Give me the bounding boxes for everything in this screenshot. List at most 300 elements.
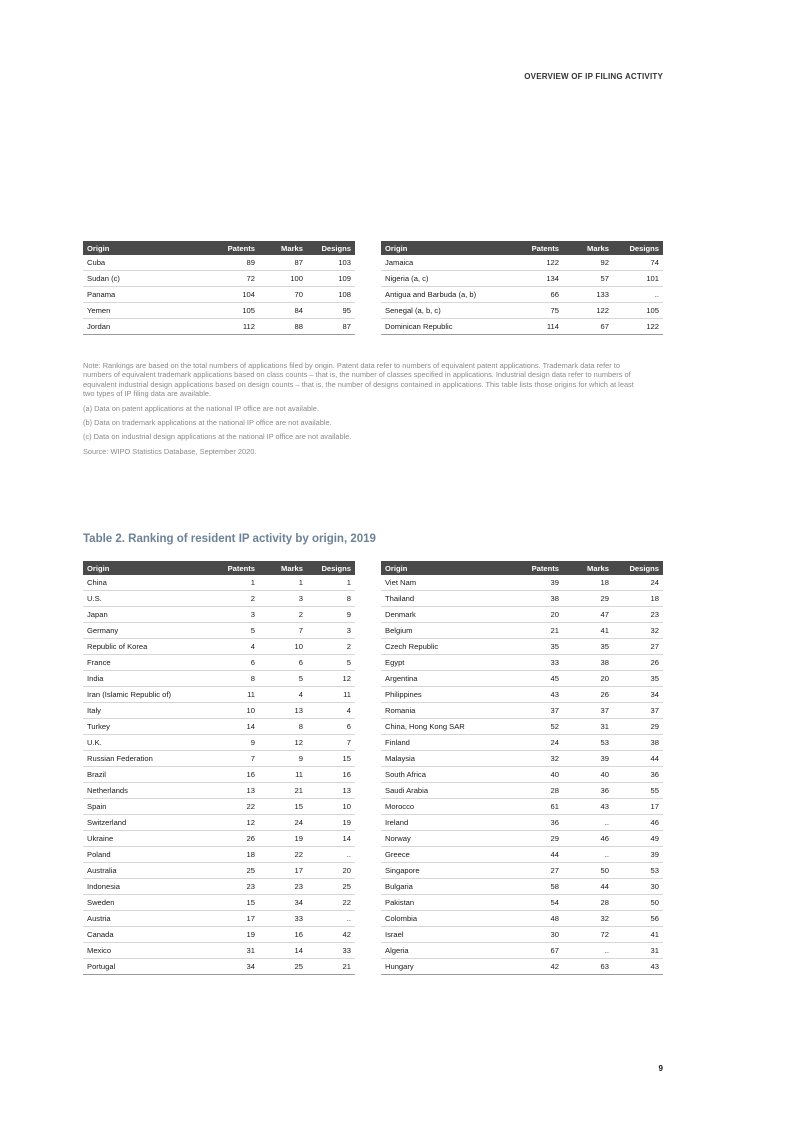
rank-cell: 27 (513, 863, 563, 879)
rank-cell: 56 (613, 911, 663, 927)
rank-cell: 133 (563, 287, 613, 303)
rank-cell: 8 (307, 591, 355, 607)
table-row (83, 735, 355, 751)
rank-cell: 43 (513, 687, 563, 703)
table-row (83, 879, 355, 895)
rank-cell: 39 (613, 847, 663, 863)
origin-cell: China (83, 575, 211, 591)
origin-cell: Jordan (83, 319, 211, 335)
rank-cell: 1 (307, 575, 355, 591)
column-header: Designs (307, 561, 355, 575)
rank-cell: 104 (211, 287, 259, 303)
rank-cell: 20 (563, 671, 613, 687)
rank-cell: 26 (563, 687, 613, 703)
rank-cell: 17 (613, 799, 663, 815)
running-header: OVERVIEW OF IP FILING ACTIVITY (524, 72, 663, 81)
table-row (381, 591, 663, 607)
rank-cell: 114 (513, 319, 563, 335)
origin-cell: Belgium (381, 623, 513, 639)
rank-cell: 28 (513, 783, 563, 799)
column-header: Origin (83, 561, 211, 575)
rank-cell: 13 (211, 783, 259, 799)
table-row (83, 303, 355, 319)
rank-cell: 41 (613, 927, 663, 943)
rank-cell: 25 (211, 863, 259, 879)
table-row (83, 319, 355, 335)
origin-cell: Pakistan (381, 895, 513, 911)
column-header: Patents (211, 241, 259, 255)
table-row (381, 287, 663, 303)
table-row (381, 671, 663, 687)
table-row (381, 271, 663, 287)
rank-cell: 61 (513, 799, 563, 815)
origin-cell: Argentina (381, 671, 513, 687)
origin-cell: Saudi Arabia (381, 783, 513, 799)
rank-cell: 23 (259, 879, 307, 895)
rank-cell: 1 (211, 575, 259, 591)
table-row (381, 623, 663, 639)
rank-cell: 44 (563, 879, 613, 895)
table2-title: Table 2. Ranking of resident IP activity by origin, 2019 (83, 533, 376, 545)
origin-cell: Malaysia (381, 751, 513, 767)
table-row (83, 591, 355, 607)
origin-cell: Austria (83, 911, 211, 927)
rank-cell: 92 (563, 255, 613, 271)
rank-cell: 2 (211, 591, 259, 607)
rank-cell: 7 (307, 735, 355, 751)
rank-cell: 23 (211, 879, 259, 895)
rank-cell: 21 (307, 959, 355, 975)
rank-cell: 2 (307, 639, 355, 655)
rank-cell: 48 (513, 911, 563, 927)
rank-cell: 26 (613, 655, 663, 671)
table-header-row (381, 241, 663, 255)
table-row (381, 815, 663, 831)
origin-cell: Netherlands (83, 783, 211, 799)
rank-cell: 74 (613, 255, 663, 271)
rank-cell: 22 (211, 799, 259, 815)
rank-cell: 10 (211, 703, 259, 719)
table-row (381, 863, 663, 879)
column-header: Origin (381, 561, 513, 575)
rank-cell: 112 (211, 319, 259, 335)
column-header: Origin (381, 241, 513, 255)
rank-cell: 19 (307, 815, 355, 831)
rank-cell: 46 (563, 831, 613, 847)
rank-cell: 24 (259, 815, 307, 831)
table-row (83, 911, 355, 927)
origin-cell: Switzerland (83, 815, 211, 831)
rank-cell: 5 (307, 655, 355, 671)
rank-cell: 14 (307, 831, 355, 847)
table-row (83, 575, 355, 591)
origin-cell: Sudan (c) (83, 271, 211, 287)
rank-cell: 32 (563, 911, 613, 927)
origin-cell: Czech Republic (381, 639, 513, 655)
table-row (83, 639, 355, 655)
rank-cell: 19 (259, 831, 307, 847)
rank-cell: 36 (513, 815, 563, 831)
rank-cell: 34 (259, 895, 307, 911)
rank-cell: 53 (613, 863, 663, 879)
table-row (83, 671, 355, 687)
column-header: Marks (563, 241, 613, 255)
origin-cell: Mexico (83, 943, 211, 959)
note-b: (b) Data on trademark applications at the national IP office are not available. (83, 418, 332, 428)
rank-cell: 37 (613, 703, 663, 719)
table-row (381, 319, 663, 335)
origin-cell: India (83, 671, 211, 687)
table-row (83, 255, 355, 271)
table-row (83, 959, 355, 975)
rank-cell: 8 (259, 719, 307, 735)
origin-cell: Poland (83, 847, 211, 863)
rank-cell: 30 (513, 927, 563, 943)
rank-cell: 16 (211, 767, 259, 783)
rank-cell: 43 (563, 799, 613, 815)
table-row (83, 831, 355, 847)
rank-cell: 58 (513, 879, 563, 895)
rank-cell: 21 (513, 623, 563, 639)
rank-cell: 19 (211, 927, 259, 943)
origin-cell: Algeria (381, 943, 513, 959)
rank-cell: 45 (513, 671, 563, 687)
origin-cell: Finland (381, 735, 513, 751)
rank-cell: 3 (211, 607, 259, 623)
rank-cell: 18 (211, 847, 259, 863)
table-header-row (381, 561, 663, 575)
rank-cell: 88 (259, 319, 307, 335)
table-row (83, 271, 355, 287)
rank-cell: 18 (613, 591, 663, 607)
rank-cell: .. (563, 943, 613, 959)
rank-cell: 122 (563, 303, 613, 319)
rank-cell: .. (563, 847, 613, 863)
column-header: Marks (259, 241, 307, 255)
table-row (381, 303, 663, 319)
rank-cell: 42 (513, 959, 563, 975)
table-row (381, 575, 663, 591)
rank-cell: 11 (259, 767, 307, 783)
column-header: Designs (613, 241, 663, 255)
table-row (381, 927, 663, 943)
origin-cell: Iran (Islamic Republic of) (83, 687, 211, 703)
rank-cell: 10 (307, 799, 355, 815)
rank-cell: 66 (513, 287, 563, 303)
rank-cell: 105 (211, 303, 259, 319)
rank-cell: 100 (259, 271, 307, 287)
origin-cell: Senegal (a, b, c) (381, 303, 513, 319)
rank-cell: 10 (259, 639, 307, 655)
origin-cell: Ukraine (83, 831, 211, 847)
origin-cell: Greece (381, 847, 513, 863)
table-row (381, 655, 663, 671)
table-row (381, 831, 663, 847)
origin-cell: Indonesia (83, 879, 211, 895)
rank-cell: 42 (307, 927, 355, 943)
rank-cell: 108 (307, 287, 355, 303)
rank-cell: 4 (211, 639, 259, 655)
rank-cell: 13 (259, 703, 307, 719)
rank-cell: 3 (259, 591, 307, 607)
table-row (83, 751, 355, 767)
table-row (83, 287, 355, 303)
rank-cell: 28 (563, 895, 613, 911)
rank-cell: 18 (563, 575, 613, 591)
rank-cell: 4 (307, 703, 355, 719)
column-header: Origin (83, 241, 211, 255)
rank-cell: 57 (563, 271, 613, 287)
table-row (381, 959, 663, 975)
rank-cell: 12 (211, 815, 259, 831)
rank-cell: 6 (307, 719, 355, 735)
rank-cell: 54 (513, 895, 563, 911)
rank-cell: 32 (613, 623, 663, 639)
table-header-row (83, 241, 355, 255)
origin-cell: Portugal (83, 959, 211, 975)
rank-cell: 8 (211, 671, 259, 687)
rank-cell: 44 (613, 751, 663, 767)
rank-cell: 52 (513, 719, 563, 735)
table-row (83, 687, 355, 703)
rank-cell: .. (307, 847, 355, 863)
rank-cell: 16 (259, 927, 307, 943)
origin-cell: Viet Nam (381, 575, 513, 591)
rank-cell: 23 (613, 607, 663, 623)
rank-cell: 16 (307, 767, 355, 783)
rank-cell: 55 (613, 783, 663, 799)
origin-cell: Morocco (381, 799, 513, 815)
table-row (381, 911, 663, 927)
rank-cell: 14 (211, 719, 259, 735)
rank-cell: 47 (563, 607, 613, 623)
table-row (83, 719, 355, 735)
rank-cell: 29 (613, 719, 663, 735)
origin-cell: Sweden (83, 895, 211, 911)
table-row (381, 639, 663, 655)
rank-cell: 46 (613, 815, 663, 831)
rank-cell: 105 (613, 303, 663, 319)
table-row (381, 751, 663, 767)
table-row (381, 879, 663, 895)
rank-cell: 39 (513, 575, 563, 591)
rank-cell: 44 (513, 847, 563, 863)
origin-cell: Canada (83, 927, 211, 943)
origin-cell: Turkey (83, 719, 211, 735)
rank-cell: 40 (513, 767, 563, 783)
rank-cell: 67 (513, 943, 563, 959)
rank-cell: 4 (259, 687, 307, 703)
table-row (83, 943, 355, 959)
rank-cell: 49 (613, 831, 663, 847)
column-header: Designs (613, 561, 663, 575)
rank-cell: 24 (613, 575, 663, 591)
rank-cell: 38 (613, 735, 663, 751)
origin-cell: Spain (83, 799, 211, 815)
rank-cell: 40 (563, 767, 613, 783)
rank-cell: 17 (259, 863, 307, 879)
rank-cell: 103 (307, 255, 355, 271)
origin-cell: Jamaica (381, 255, 513, 271)
origin-cell: Ireland (381, 815, 513, 831)
rank-cell: 7 (259, 623, 307, 639)
rank-cell: 29 (563, 591, 613, 607)
table-row (83, 815, 355, 831)
rank-cell: 70 (259, 287, 307, 303)
rank-cell: 30 (613, 879, 663, 895)
origin-cell: China, Hong Kong SAR (381, 719, 513, 735)
column-header: Patents (513, 241, 563, 255)
column-header: Patents (513, 561, 563, 575)
rank-cell: 122 (613, 319, 663, 335)
rank-cell: 1 (259, 575, 307, 591)
rank-cell: 89 (211, 255, 259, 271)
table-row (381, 799, 663, 815)
table-row (381, 847, 663, 863)
column-header: Designs (307, 241, 355, 255)
rank-cell: 15 (211, 895, 259, 911)
rank-cell: .. (563, 815, 613, 831)
rank-cell: 31 (613, 943, 663, 959)
rank-cell: 22 (307, 895, 355, 911)
origin-cell: Cuba (83, 255, 211, 271)
rank-cell: 20 (513, 607, 563, 623)
origin-cell: South Africa (381, 767, 513, 783)
rank-cell: 7 (211, 751, 259, 767)
origin-cell: Thailand (381, 591, 513, 607)
rank-cell: 34 (613, 687, 663, 703)
table1-right (381, 241, 663, 335)
origin-cell: Antigua and Barbuda (a, b) (381, 287, 513, 303)
note-main: Note: Rankings are based on the total numbers of applications filed by origin. Patent data refer to numbers of equivalent patent applications. Trademark data refer to numbers of equivalent trademark applications based on class counts – that is, the number of classes specified in applications. Industrial design data refer to numbers of equivalent industrial design applications based on design counts – that is, the number of designs contained in applications. This table lists those origins for which at least two types of IP filing data are available. (83, 361, 634, 399)
rank-cell: 72 (563, 927, 613, 943)
rank-cell: 87 (307, 319, 355, 335)
table-row (381, 607, 663, 623)
rank-cell: 9 (307, 607, 355, 623)
table-row (83, 783, 355, 799)
rank-cell: .. (613, 287, 663, 303)
rank-cell: 11 (307, 687, 355, 703)
rank-cell: 37 (513, 703, 563, 719)
origin-cell: U.S. (83, 591, 211, 607)
rank-cell: 75 (513, 303, 563, 319)
rank-cell: 3 (307, 623, 355, 639)
table-row (83, 799, 355, 815)
table-row (381, 895, 663, 911)
rank-cell: 12 (259, 735, 307, 751)
page-number: 9 (658, 1064, 663, 1073)
rank-cell: 33 (513, 655, 563, 671)
table1-left (83, 241, 355, 335)
rank-cell: 12 (307, 671, 355, 687)
table-row (83, 895, 355, 911)
rank-cell: 41 (563, 623, 613, 639)
table-row (83, 767, 355, 783)
rank-cell: 5 (211, 623, 259, 639)
origin-cell: Republic of Korea (83, 639, 211, 655)
column-header: Marks (259, 561, 307, 575)
origin-cell: Denmark (381, 607, 513, 623)
rank-cell: 32 (513, 751, 563, 767)
rank-cell: 37 (563, 703, 613, 719)
table-row (381, 687, 663, 703)
rank-cell: 15 (307, 751, 355, 767)
rank-cell: 39 (563, 751, 613, 767)
rank-cell: 95 (307, 303, 355, 319)
table1-notes (83, 361, 643, 461)
rank-cell: 36 (613, 767, 663, 783)
rank-cell: 50 (613, 895, 663, 911)
rank-cell: 27 (613, 639, 663, 655)
rank-cell: 134 (513, 271, 563, 287)
rank-cell: 35 (613, 671, 663, 687)
origin-cell: Philippines (381, 687, 513, 703)
origin-cell: Romania (381, 703, 513, 719)
rank-cell: 63 (563, 959, 613, 975)
table-row (381, 735, 663, 751)
table-row (381, 943, 663, 959)
rank-cell: 34 (211, 959, 259, 975)
table-row (381, 255, 663, 271)
table-row (83, 623, 355, 639)
table-row (381, 703, 663, 719)
table2-left (83, 561, 355, 975)
rank-cell: 50 (563, 863, 613, 879)
origin-cell: Egypt (381, 655, 513, 671)
table-row (83, 927, 355, 943)
table-row (83, 607, 355, 623)
origin-cell: Panama (83, 287, 211, 303)
origin-cell: Italy (83, 703, 211, 719)
rank-cell: 6 (259, 655, 307, 671)
rank-cell: 24 (513, 735, 563, 751)
table-row (83, 863, 355, 879)
rank-cell: 17 (211, 911, 259, 927)
origin-cell: France (83, 655, 211, 671)
rank-cell: 11 (211, 687, 259, 703)
rank-cell: 6 (211, 655, 259, 671)
origin-cell: Norway (381, 831, 513, 847)
table-row (381, 767, 663, 783)
origin-cell: Dominican Republic (381, 319, 513, 335)
rank-cell: 87 (259, 255, 307, 271)
rank-cell: 38 (513, 591, 563, 607)
origin-cell: Japan (83, 607, 211, 623)
rank-cell: 5 (259, 671, 307, 687)
rank-cell: 35 (513, 639, 563, 655)
rank-cell: 36 (563, 783, 613, 799)
rank-cell: 20 (307, 863, 355, 879)
rank-cell: 84 (259, 303, 307, 319)
rank-cell: 26 (211, 831, 259, 847)
origin-cell: Hungary (381, 959, 513, 975)
column-header: Marks (563, 561, 613, 575)
table-header-row (83, 561, 355, 575)
rank-cell: 31 (211, 943, 259, 959)
rank-cell: 13 (307, 783, 355, 799)
rank-cell: 33 (259, 911, 307, 927)
rank-cell: 67 (563, 319, 613, 335)
rank-cell: 109 (307, 271, 355, 287)
rank-cell: 43 (613, 959, 663, 975)
note-a: (a) Data on patent applications at the national IP office are not available. (83, 403, 319, 413)
rank-cell: 122 (513, 255, 563, 271)
rank-cell: 101 (613, 271, 663, 287)
rank-cell: 22 (259, 847, 307, 863)
rank-cell: 9 (259, 751, 307, 767)
rank-cell: 29 (513, 831, 563, 847)
rank-cell: 2 (259, 607, 307, 623)
